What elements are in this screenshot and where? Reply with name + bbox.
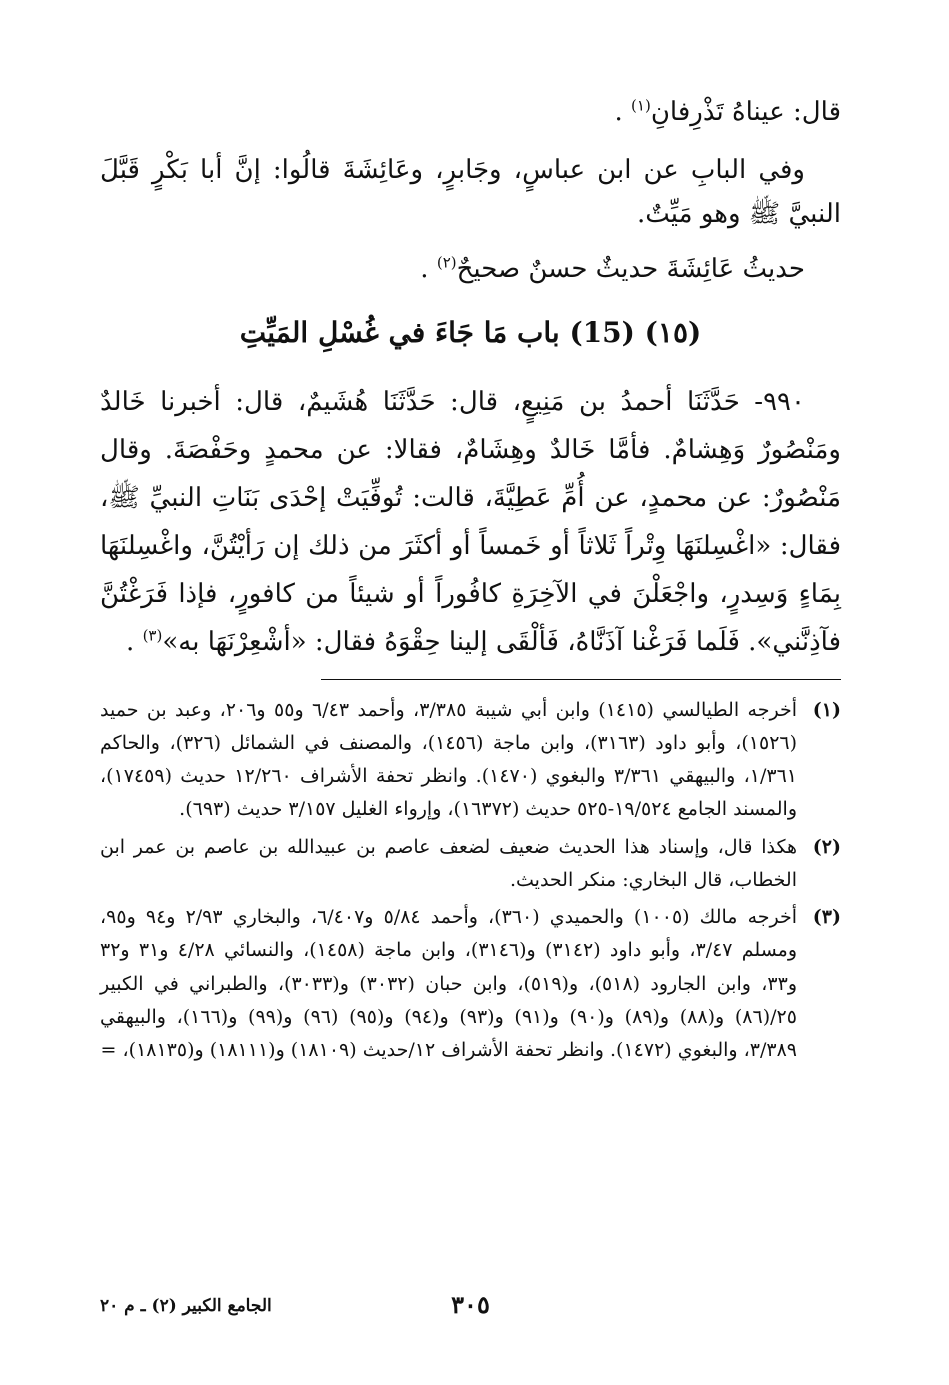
footnote-text: أخرجه مالك (١٠٠٥) والحميدي (٣٦٠)، وأحمد ٥/٨٤ و٦/٤٠٧، والبخاري ٢/٩٣ و٩٤ و٩٥، ومسلم ٣/٤٧، وأبو داود (٣١٤٢) و(٣١٤٦)، وابن ماجة (١٤٥٨)، والنسائي ٤/٢٨ و٣١ و٣٢ و٣٣، وابن الجارود (٥١٨)، و(٥١٩)، وابن حبان (٣٠٣٢) و(٣٠٣٣)، والطبراني في الكبير ٢٥/(٨٦) و(٨٨) و(٨٩) و(٩٠) و(٩١) و(٩٣) و(٩٤) و(٩٥) (٩٦) و(٩٩) و(١٦٦)، والبيهقي ٣/٣٨٩، والبغوي (١٤٧٢). وانظر تحفة الأشراف ١٢/حديث (١٨١٠٩) و(١٨١١١) و(١٨١٣٥)، = bbox=[100, 906, 798, 1061]
footnotes-list bbox=[100, 694, 841, 1068]
intro-end: . bbox=[614, 97, 632, 127]
grade-end: . bbox=[420, 253, 437, 284]
footnote-ref-3[interactable]: (٣) bbox=[142, 626, 163, 645]
footnote-number: (١) bbox=[812, 698, 841, 721]
intro-line bbox=[100, 90, 841, 134]
intro-text: قال: عيناهُ تَذْرِفانِ bbox=[650, 97, 841, 127]
footnote-number: (٢) bbox=[812, 835, 841, 858]
footnote-ref-2[interactable]: (٢) bbox=[436, 252, 457, 271]
hadith-end: . bbox=[126, 627, 143, 658]
paragraph-hadith-grade bbox=[100, 247, 841, 291]
page-footer bbox=[100, 1290, 841, 1330]
hadith-text: ٩٩٠- حَدَّثَنَا أحمدُ بن مَنِيعٍ، قال: حَدَّثَنَا هُشَيمٌ، قال: أخبرنا خَالدٌ ومَنْصُورٌ وَهِشامٌ. فأمَّا خَالدٌ وهِشَامٌ، فقالا: عن محمدٍ وحَفْصَةَ. وقال مَنْصُورٌ: عن محمدٍ، عن أُمِّ عَطِيَّةَ، قالت: تُوفِّيَتْ إحْدَى بَنَاتِ النبيِّ ﷺ، فقال: «اغْسِلنَهَا وِتْراً ثَلاثاً أو خَمساً أو أكثَرَ من ذلك إن رَأيْتُنَّ، واغْسِلنَهَا بِمَاءٍ وَسِدرٍ، واجْعَلْنَ في الآخِرَةِ كافُوراً أو شيئاً من كافورٍ، فإذا فَرَغْتُنَّ فآذِنَّني». فَلَما فَرَغْنا آذَنَّاهُ، فَألْقَى إلينا حِقْوَهُ فقال: «أشْعِرْنَهَا به» bbox=[100, 386, 841, 658]
page-number: ٣٠٥ bbox=[451, 1290, 490, 1319]
footnote-text: هكذا قال، وإسناد هذا الحديث ضعيف لضعف عاصم بن عبيدالله بن عاصم بن عمر ابن الخطاب، قال البخاري: منكر الحديث. bbox=[100, 835, 797, 891]
book-title: الجامع الكبير (٢) ـ م ٢٠ bbox=[100, 1296, 272, 1316]
footnote-divider bbox=[321, 679, 841, 680]
footnote-2 bbox=[100, 831, 841, 898]
footnote-1 bbox=[100, 694, 841, 827]
chapter-heading: (١٥) (15) باب مَا جَاءَ في غُسْلِ المَيِّتِ bbox=[239, 315, 702, 349]
grade-text: حديثُ عَائِشَةَ حديثٌ حسنٌ صحيحٌ bbox=[456, 253, 805, 284]
paragraph-chapter-companions: وفي البابِ عن ابن عباسٍ، وجَابرٍ، وعَائِشَةَ قالُوا: إنَّ أبا بَكْرٍ قَبَّلَ النبيَّ ﷺ وهو مَيِّتٌ. bbox=[100, 155, 841, 230]
footnote-3 bbox=[100, 901, 841, 1067]
page-body bbox=[100, 90, 841, 1385]
footnote-number: (٣) bbox=[812, 906, 841, 928]
footnote-ref-1[interactable]: (١) bbox=[631, 96, 651, 115]
footnote-text: أخرجه الطيالسي (١٤١٥) وابن أبي شيبة ٣/٣٨٥، وأحمد ٦/٤٣ و٥٥ و٢٠٦، وعبد بن حميد (١٥٢٦)، وأبو داود (٣١٦٣)، وابن ماجة (١٤٥٦)، والمصنف في الشمائل (٣٢٦)، والحاكم ١/٣٦١، والبيهقي ٣/٣٦١ والبغوي (١٤٧٠). وانظر تحفة الأشراف ١٢/٢٦٠ حديث (١٧٤٥٩)، والمسند الجامع ١٩/٥٢٤-٥٢٥ حديث (١٦٣٧٢)، وإرواء الغليل ٣/١٥٧ حديث (٦٩٣). bbox=[100, 698, 798, 821]
hadith-990 bbox=[100, 378, 841, 667]
